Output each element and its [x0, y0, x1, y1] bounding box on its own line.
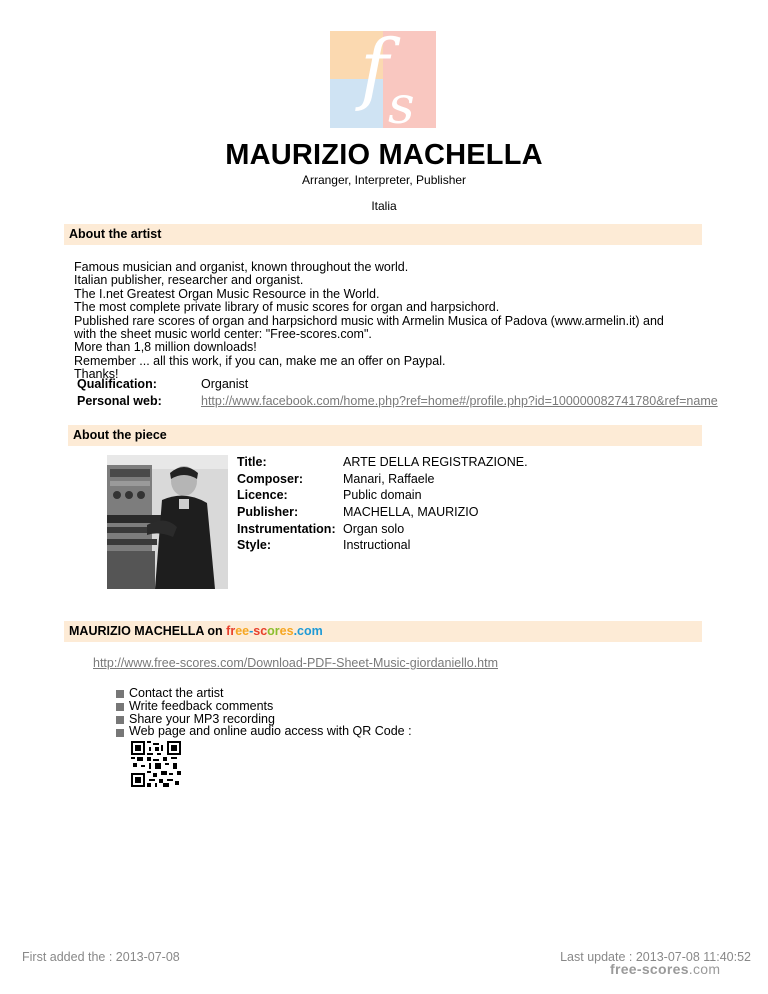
free-scores-logo	[330, 31, 436, 128]
brand-part: es	[279, 624, 294, 638]
action-label: Web page and online audio access with QR Code :	[129, 724, 412, 739]
piece-details	[237, 454, 528, 554]
freescores-artist-link[interactable]: http://www.free-scores.com/Download-PDF-Sheet-Music-giordaniello.htm	[93, 656, 499, 670]
square-bullet-icon	[116, 729, 124, 737]
square-bullet-icon	[116, 716, 124, 724]
brand-part: sc	[253, 624, 268, 638]
piece-row-style	[237, 537, 528, 554]
qualification-value: Organist	[201, 377, 249, 391]
qualification-label: Qualification:	[77, 377, 157, 391]
piece-row-composer	[237, 471, 528, 488]
piece-label: Licence:	[237, 488, 288, 503]
bio-line: Published rare scores of organ and harpsichord music with Armelin Musica of Padova (www.armelin.it) and	[74, 313, 664, 328]
organist-photo	[107, 455, 228, 589]
bio-line: with the sheet music world center: "Free-scores.com".	[74, 327, 372, 342]
piece-row-publisher	[237, 504, 528, 521]
piece-value: ARTE DELLA REGISTRAZIONE.	[343, 455, 528, 469]
brand-part: .com	[293, 624, 323, 638]
footer-brand-logo	[610, 961, 720, 977]
first-added-date: First added the : 2013-07-08	[22, 950, 180, 964]
piece-label: Style:	[237, 538, 272, 553]
freescores-heading	[64, 621, 702, 642]
bio-line: More than 1,8 million downloads!	[74, 340, 257, 355]
artist-bio	[74, 261, 714, 382]
brand-part: -	[249, 624, 254, 638]
qr-code-action[interactable]	[116, 725, 412, 738]
personal-web-link[interactable]: http://www.facebook.com/home.php?ref=home#/profile.php?id=100000082741780&ref=name	[201, 394, 718, 408]
freescores-heading-prefix: MAURIZIO MACHELLA on	[69, 624, 227, 638]
piece-value: Instructional	[343, 538, 411, 553]
artist-country: Italia	[371, 199, 397, 213]
bio-line: Remember ... all this work, if you can, make me an offer on Paypal.	[74, 353, 446, 368]
piece-value: Public domain	[343, 488, 422, 503]
footer-brand-main: free-scores	[610, 961, 689, 977]
about-artist-heading: About the artist	[64, 224, 702, 245]
qr-code-icon	[131, 741, 181, 787]
personal-web-label: Personal web:	[77, 394, 162, 408]
bio-line: Italian publisher, researcher and organist.	[74, 273, 304, 288]
bio-line: The I.net Greatest Organ Music Resource in the World.	[74, 286, 380, 301]
piece-label: Composer:	[237, 471, 303, 486]
contact-artist-action[interactable]	[116, 687, 412, 700]
piece-value: Organ solo	[343, 521, 405, 536]
action-label: Share your MP3 recording	[129, 711, 275, 726]
last-update-date: Last update : 2013-07-08 11:40:52	[560, 950, 751, 964]
svg-text:f: f	[360, 31, 389, 114]
square-bullet-icon	[116, 703, 124, 711]
piece-row-title	[237, 454, 528, 471]
brand-part: fr	[226, 624, 236, 638]
action-label: Contact the artist	[129, 686, 224, 700]
feedback-action[interactable]	[116, 700, 412, 713]
piece-label: Instrumentation:	[237, 521, 336, 536]
piece-value: MACHELLA, MAURIZIO	[343, 505, 479, 520]
action-list	[116, 687, 412, 738]
action-label: Write feedback comments	[129, 698, 274, 713]
brand-part: or	[267, 624, 280, 638]
artist-roles: Arranger, Interpreter, Publisher	[301, 173, 467, 187]
piece-label: Publisher:	[237, 505, 299, 520]
svg-text:s: s	[388, 76, 415, 128]
brand-part: ee	[235, 624, 250, 638]
about-piece-heading: About the piece	[68, 425, 702, 446]
freescores-brand	[226, 624, 323, 638]
piece-label: Title:	[237, 455, 267, 469]
piece-row-licence	[237, 487, 528, 504]
bio-line: The most complete private library of music scores for organ and harpsichord.	[74, 300, 500, 315]
artist-name: MAURIZIO MACHELLA	[225, 139, 543, 171]
square-bullet-icon	[116, 690, 124, 698]
piece-value: Manari, Raffaele	[343, 471, 435, 486]
bio-line: Famous musician and organist, known throughout the world.	[74, 260, 409, 274]
piece-row-instrumentation	[237, 521, 528, 538]
bio-line: Thanks!	[74, 367, 119, 382]
footer-brand-suffix: .com	[688, 961, 721, 977]
